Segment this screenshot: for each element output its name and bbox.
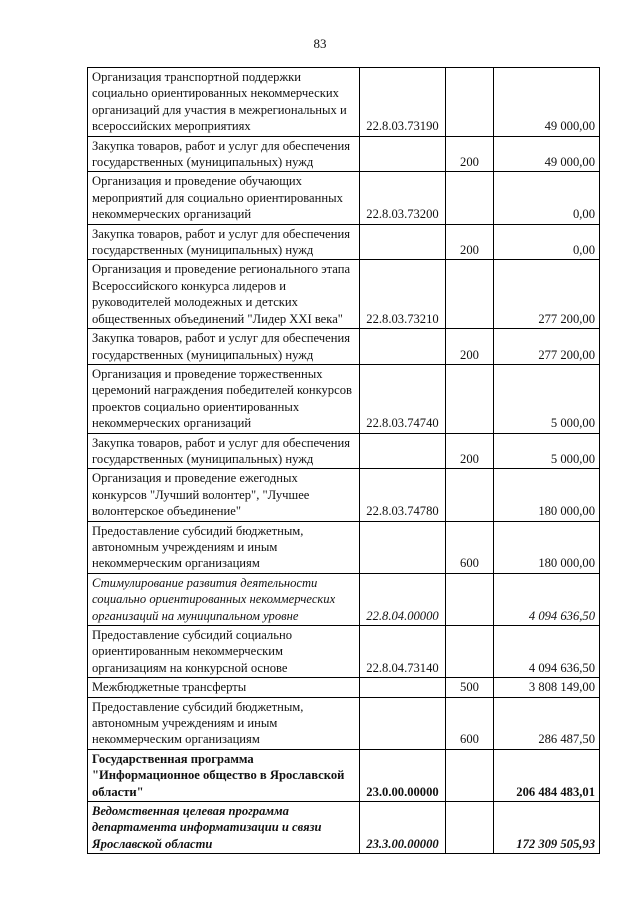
row-expense-type-cell: 500 xyxy=(446,678,494,697)
row-expense-type-cell: 600 xyxy=(446,697,494,749)
table-row xyxy=(88,260,600,329)
row-amount-cell: 49 000,00 xyxy=(494,136,600,172)
row-name-cell: Межбюджетные трансферты xyxy=(88,678,360,697)
row-amount-cell: 5 000,00 xyxy=(494,364,600,433)
table-row xyxy=(88,469,600,521)
table-row xyxy=(88,136,600,172)
row-name-cell: Ведомственная целевая программа департамента информатизации и связи Ярославской области xyxy=(88,802,360,854)
row-code-cell xyxy=(360,136,446,172)
row-code-cell xyxy=(360,329,446,365)
row-code-cell xyxy=(360,224,446,260)
table-row xyxy=(88,433,600,469)
row-code-cell: 22.8.03.73210 xyxy=(360,260,446,329)
table-row xyxy=(88,364,600,433)
row-expense-type-cell xyxy=(446,364,494,433)
row-name-cell: Предоставление субсидий бюджетным, автономным учреждениям и иным некоммерческим организациям xyxy=(88,521,360,573)
row-expense-type-cell: 200 xyxy=(446,329,494,365)
row-expense-type-cell xyxy=(446,573,494,625)
row-expense-type-cell xyxy=(446,802,494,854)
row-name-cell: Организация и проведение торжественных церемоний награждения победителей конкурсов проектов социально ориентированных некоммерческих организаций xyxy=(88,364,360,433)
row-amount-cell: 49 000,00 xyxy=(494,68,600,137)
row-name-cell: Закупка товаров, работ и услуг для обеспечения государственных (муниципальных) нужд xyxy=(88,329,360,365)
row-name-cell: Предоставление субсидий бюджетным, автономным учреждениям и иным некоммерческим организациям xyxy=(88,697,360,749)
row-expense-type-cell xyxy=(446,749,494,801)
row-amount-cell: 180 000,00 xyxy=(494,469,600,521)
row-amount-cell: 286 487,50 xyxy=(494,697,600,749)
row-code-cell xyxy=(360,521,446,573)
row-expense-type-cell xyxy=(446,626,494,678)
table-row xyxy=(88,172,600,224)
row-code-cell: 22.8.03.74740 xyxy=(360,364,446,433)
row-code-cell: 22.8.03.74780 xyxy=(360,469,446,521)
row-amount-cell: 0,00 xyxy=(494,172,600,224)
row-amount-cell: 206 484 483,01 xyxy=(494,749,600,801)
row-amount-cell: 277 200,00 xyxy=(494,260,600,329)
row-amount-cell: 180 000,00 xyxy=(494,521,600,573)
row-code-cell: 23.3.00.00000 xyxy=(360,802,446,854)
row-amount-cell: 3 808 149,00 xyxy=(494,678,600,697)
budget-table xyxy=(87,67,600,854)
row-code-cell: 22.8.04.00000 xyxy=(360,573,446,625)
row-expense-type-cell xyxy=(446,68,494,137)
table-row xyxy=(88,329,600,365)
table-row xyxy=(88,697,600,749)
table-row xyxy=(88,573,600,625)
table-row xyxy=(88,749,600,801)
row-code-cell xyxy=(360,678,446,697)
row-expense-type-cell: 200 xyxy=(446,433,494,469)
table-row xyxy=(88,224,600,260)
page-number: 83 xyxy=(313,36,327,51)
row-expense-type-cell xyxy=(446,469,494,521)
row-name-cell: Закупка товаров, работ и услуг для обеспечения государственных (муниципальных) нужд xyxy=(88,136,360,172)
row-amount-cell: 172 309 505,93 xyxy=(494,802,600,854)
row-expense-type-cell: 200 xyxy=(446,224,494,260)
row-name-cell: Организация и проведение ежегодных конкурсов "Лучший волонтер", "Лучшее волонтерское объединение" xyxy=(88,469,360,521)
row-expense-type-cell xyxy=(446,172,494,224)
row-expense-type-cell xyxy=(446,260,494,329)
table-row xyxy=(88,802,600,854)
table-row xyxy=(88,678,600,697)
row-name-cell: Организация и проведение регионального этапа Всероссийского конкурса лидеров и руководителей молодежных и детских общественных объединений "Лидер XXI века" xyxy=(88,260,360,329)
row-code-cell: 22.8.03.73200 xyxy=(360,172,446,224)
row-expense-type-cell: 200 xyxy=(446,136,494,172)
table-row xyxy=(88,68,600,137)
row-code-cell xyxy=(360,697,446,749)
row-amount-cell: 4 094 636,50 xyxy=(494,626,600,678)
row-name-cell: Организация и проведение обучающих мероприятий для социально ориентированных некоммерческих организаций xyxy=(88,172,360,224)
row-name-cell: Стимулирование развития деятельности социально ориентированных некоммерческих организаций на муниципальном уровне xyxy=(88,573,360,625)
row-amount-cell: 0,00 xyxy=(494,224,600,260)
row-name-cell: Предоставление субсидий социально ориентированным некоммерческим организациям на конкурсной основе xyxy=(88,626,360,678)
row-name-cell: Государственная программа "Информационное общество в Ярославской области" xyxy=(88,749,360,801)
row-amount-cell: 5 000,00 xyxy=(494,433,600,469)
row-name-cell: Закупка товаров, работ и услуг для обеспечения государственных (муниципальных) нужд xyxy=(88,224,360,260)
row-name-cell: Закупка товаров, работ и услуг для обеспечения государственных (муниципальных) нужд xyxy=(88,433,360,469)
row-name-cell: Организация транспортной поддержки социально ориентированных некоммерческих организаций для участия в межрегиональных и всероссийских мероприятиях xyxy=(88,68,360,137)
row-code-cell: 22.8.03.73190 xyxy=(360,68,446,137)
row-code-cell: 23.0.00.00000 xyxy=(360,749,446,801)
row-amount-cell: 277 200,00 xyxy=(494,329,600,365)
row-expense-type-cell: 600 xyxy=(446,521,494,573)
row-amount-cell: 4 094 636,50 xyxy=(494,573,600,625)
row-code-cell xyxy=(360,433,446,469)
table-row xyxy=(88,626,600,678)
table-row xyxy=(88,521,600,573)
row-code-cell: 22.8.04.73140 xyxy=(360,626,446,678)
